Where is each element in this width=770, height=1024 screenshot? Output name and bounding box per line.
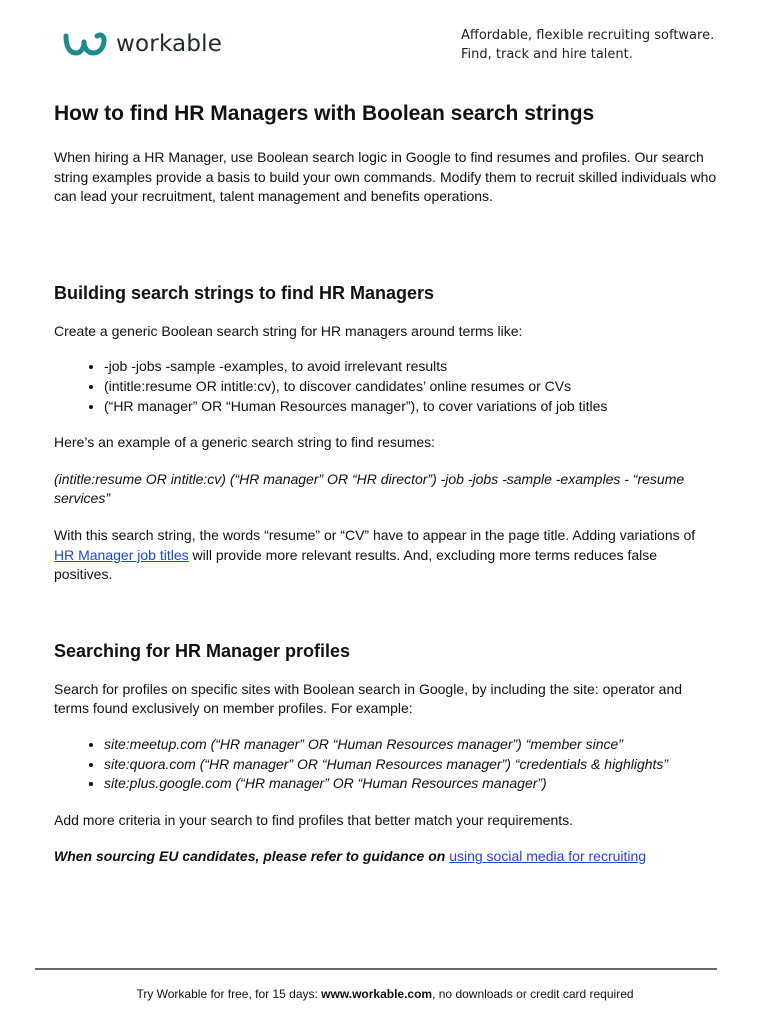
logo-text: workable [116,31,223,57]
eu-note-text: When sourcing EU candidates, please refer to guidance on [54,848,450,865]
profile-search-list [54,735,719,794]
criteria-paragraph: Add more criteria in your search to find profiles that better match your requirements. [54,811,574,828]
workable-website-link[interactable]: www.workable.com [321,987,433,1001]
example-intro: Here’s an example of a generic search string to find resumes: [54,434,436,451]
terms-list [54,357,719,416]
section-heading-building: Building search strings to find HR Managers [54,282,435,303]
list-item: • (intitle:resume OR intitle:cv), to discover candidates’ online resumes or CVs [104,377,719,397]
workable-logo[interactable] [63,28,222,60]
list-item: • -job -jobs -sample -examples, to avoid irrelevant results [104,357,719,377]
social-media-recruiting-link[interactable]: using social media for recruiting [449,848,647,865]
page-header [0,0,770,80]
header-tagline [461,26,714,64]
section-heading-profiles: Searching for HR Manager profiles [54,640,351,661]
section2-intro: Search for profiles on specific sites with Boolean search in Google, by including the site: operator and terms found exclusively on member profiles. For example: [54,680,683,717]
hr-manager-job-titles-link[interactable]: HR Manager job titles [54,546,189,563]
list-item: • site:quora.com (“HR manager” OR “Human Resources manager”) “credentials & highlights” [104,755,719,775]
document-body [54,100,719,867]
eu-note-paragraph [54,847,719,867]
list-item: • site:plus.google.com (“HR manager” OR “Human Resources manager”) [104,774,719,794]
footer-divider [35,968,717,970]
explanation-paragraph [54,526,719,585]
list-item: • site:meetup.com (“HR manager” OR “Human Resources manager”) “member since” [104,735,719,755]
explanation-text-start: With this search string, the words “resume” or “CV” have to appear in the page title. Adding variations of [54,526,696,543]
page-title: How to find HR Managers with Boolean search strings [54,102,595,125]
page-footer [0,987,770,1001]
example-search-string: (intitle:resume OR intitle:cv) (“HR manager” OR “HR director”) -job -jobs -sample -examples - “resume services” [54,470,685,507]
tagline-line-1: Affordable, flexible recruiting software. [461,28,715,43]
section1-intro: Create a generic Boolean search string for HR managers around terms like: [54,322,523,339]
footer-text-start: Try Workable for free, for 15 days: [136,987,322,1001]
list-item: • (“HR manager” OR “Human Resources manager”), to cover variations of job titles [104,397,719,417]
footer-text-end: , no downloads or credit card required [432,987,634,1001]
explanation-text-end: will provide more relevant results. And, excluding more terms reduces false positives. [54,546,658,583]
workable-logo-icon [63,31,109,57]
intro-paragraph: When hiring a HR Manager, use Boolean search logic in Google to find resumes and profiles. Our search string examples provide a basis to build your own commands. Modify them to recruit skilled individuals who can lead your recruitment, talent management and benefits operations. [54,149,717,205]
tagline-line-2: Find, track and hire talent. [461,47,633,62]
